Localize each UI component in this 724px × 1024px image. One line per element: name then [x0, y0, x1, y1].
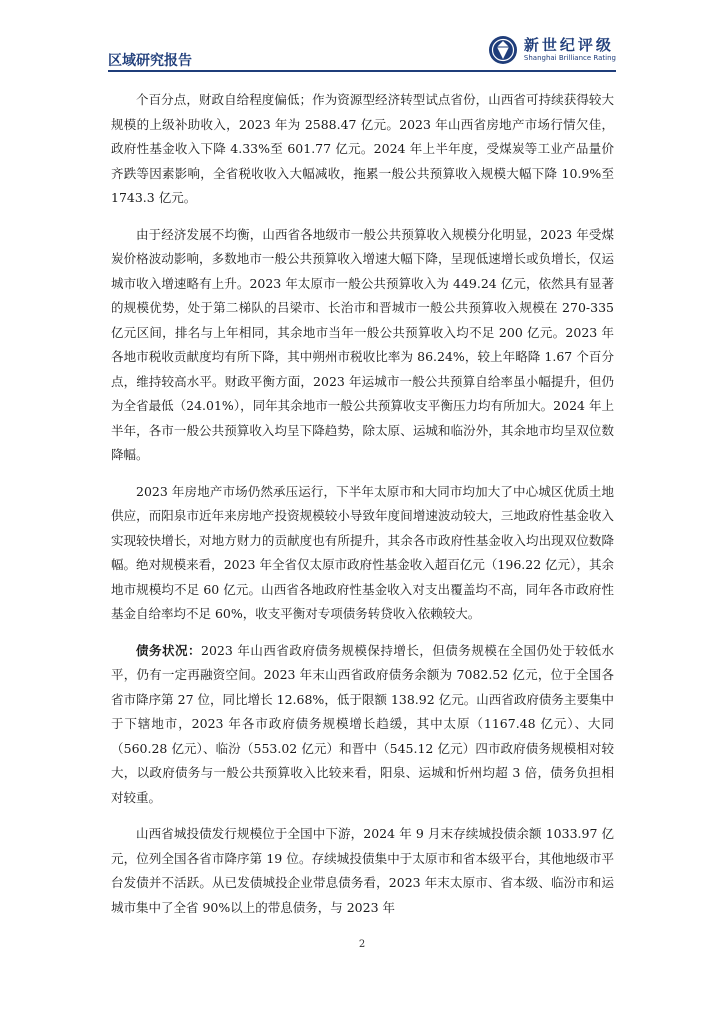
paragraph-4-text: 2023 年山西省政府债务规模保持增长，但债务规模在全国仍处于较低水平，仍有一定再融资空间。2023 年末山西省政府债务余额为 7082.52 亿元，位于全国各省市降序第 27 位，同比增长 12.68%，低于限额 138.92 亿元。山西省政府债务主要集中于下辖地市，2023 年各市政府债务规模增长趋缓，其中太原（1167.48 亿元）、大同（560.28 亿元）、临汾（553.02 亿元）和晋中（545.12 亿元）四市政府债务规模相对较大，以政府债务与一般公共预算收入比较来看，阳泉、运城和忻州均超 3 倍，债务负担相对较重。	[111, 642, 614, 805]
logo-chinese-name: 新世纪评级	[523, 36, 614, 54]
page-header	[108, 26, 616, 72]
paragraph-2: 由于经济发展不均衡，山西省各地级市一般公共预算收入规模分化明显，2023 年受煤炭价格波动影响，多数地市一般公共预算收入增速大幅下降，呈现低速增长或负增长，仅运城市收入增速略有上升。2023 年太原市一般公共预算收入为 449.24 亿元，依然具有显著的规模优势，处于第二梯队的吕梁市、长治市和晋城市一般公共预算收入规模在 270-335 亿元区间，排名与上年相同，其余地市当年一般公共预算收入均不足 200 亿元。2023 年各地市税收贡献度均有所下降，其中朔州市税收比率为 86.24%，较上年略降 1.67 个百分点，维持较高水平。财政平衡方面，2023 年运城市一般公共预算自给率虽小幅提升，但仍为全省最低（24.01%），同年其余地市一般公共预算收支平衡压力均有所加大。2024 年上半年，各市一般公共预算收入均呈下降趋势，除太原、运城和临汾外，其余地市均呈双位数降幅。	[111, 226, 614, 462]
logo-emblem-icon	[488, 35, 518, 65]
header-divider	[108, 70, 616, 72]
logo-english-name: Shanghai Brilliance Rating	[523, 54, 616, 62]
paragraph-3: 2023 年房地产市场仍然承压运行，下半年太原市和大同市均加大了中心城区优质土地供应，而阳泉市近年来房地产投资规模较小导致年度间增速波动较大，三地政府性基金收入实现较快增长，对地方财力的贡献度也有所提升，其余各市政府性基金收入均出现双位数降幅。绝对规模来看，2023 年全省仅太原市政府性基金收入超百亿元（196.22 亿元），其余地市规模均不足 60 亿元。山西省各地政府性基金收入对支出覆盖均不高，同年各市政府性基金自给率均不足 60%，收支平衡对专项债务转贷收入依赖较大。	[111, 483, 614, 621]
paragraph-4	[111, 639, 614, 811]
paragraph-5: 山西省城投债发行规模位于全国中下游，2024 年 9 月末存续城投债余额 1033.97 亿元，位列全国各省市降序第 19 位。存续城投债集中于太原市和省本级平台，其他地级市平台发债并不活跃。从已发债城投企业带息债务看，2023 年末太原市、省本级、临汾市和运城市集中了全省 90%以上的带息债务，与 2023 年	[111, 826, 614, 915]
company-logo	[488, 32, 616, 68]
report-title: 区域研究报告	[108, 53, 192, 69]
debt-status-lead: 债务状况：	[136, 642, 202, 658]
paragraph-1: 个百分点，财政自给程度偏低；作为资源型经济转型试点省份，山西省可持续获得较大规模的上级补助收入，2023 年为 2588.47 亿元。2023 年山西省房地产市场行情欠佳，政府性基金收入下降 4.33%至 601.77 亿元。2024 年上半年度，受煤炭等工业产品量价齐跌等因素影响，全省税收收入大幅减收，拖累一般公共预算收入规模大幅下降 10.9%至 1743.3 亿元。	[111, 92, 614, 205]
report-body	[111, 88, 614, 932]
page-number: 2	[358, 939, 366, 950]
